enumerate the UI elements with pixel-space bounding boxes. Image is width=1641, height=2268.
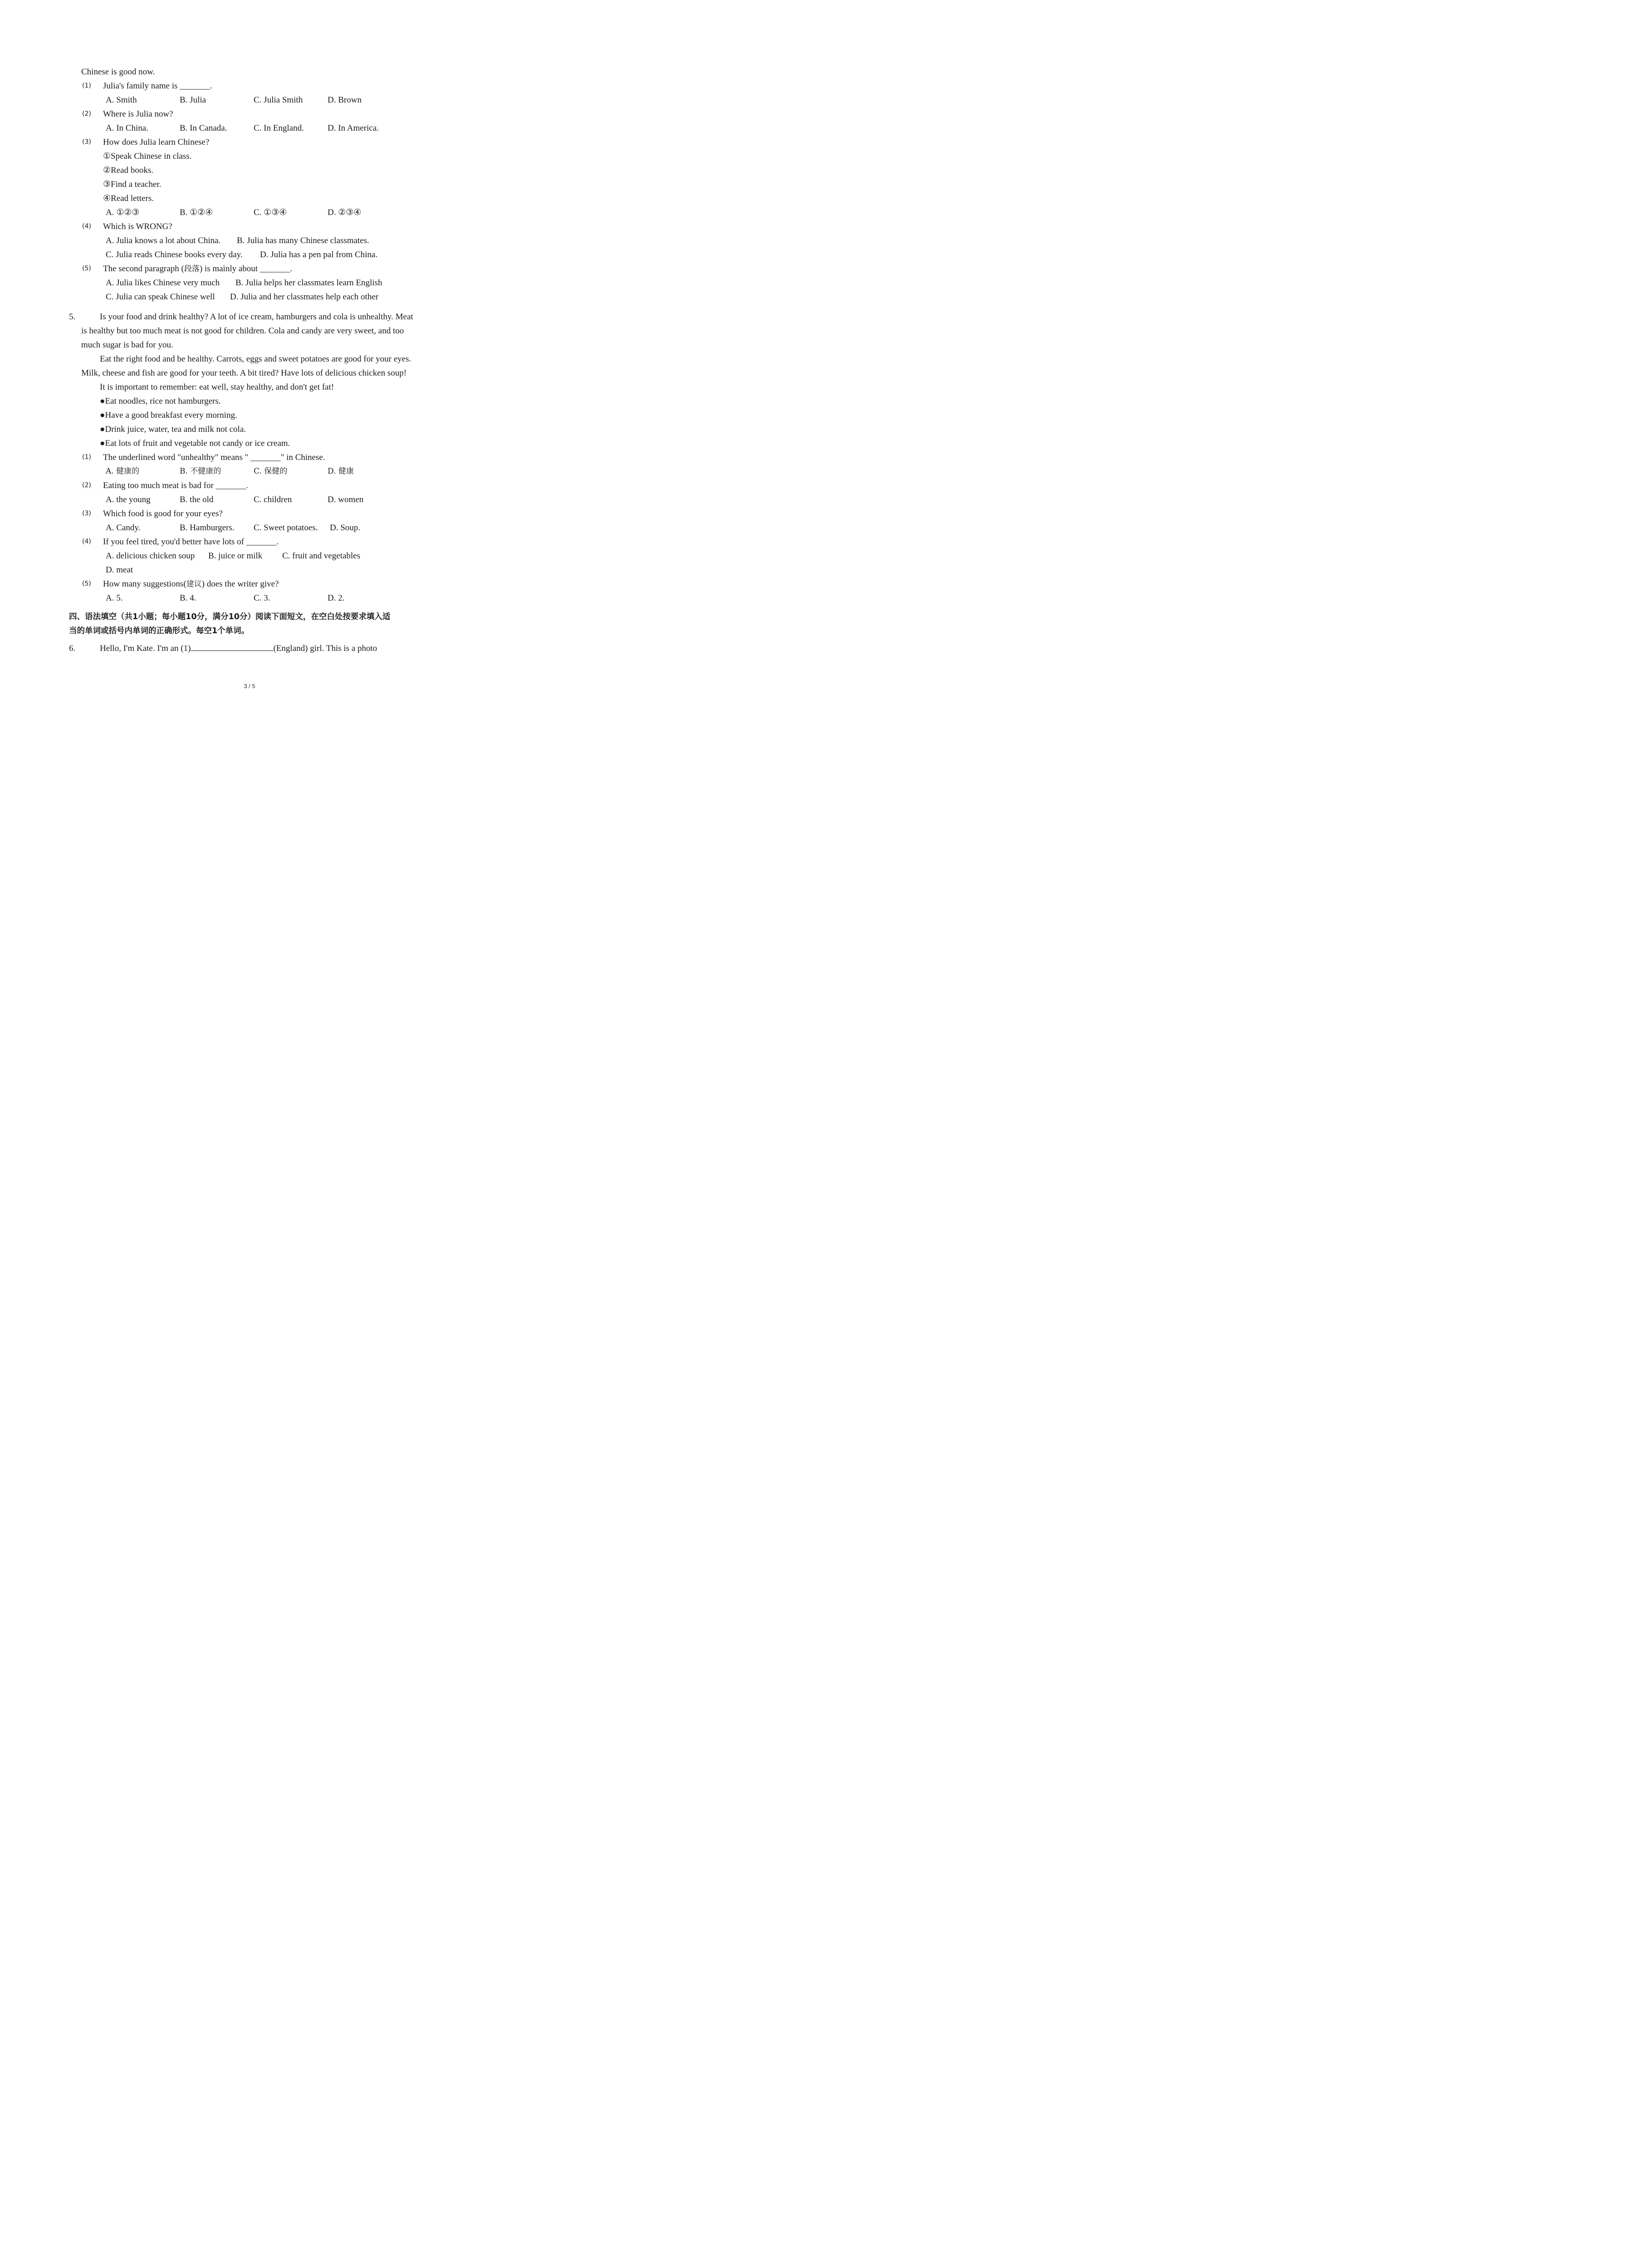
q5-sub1-number: (1): [82, 454, 91, 461]
q5-sub5-option-d: D. 2.: [328, 593, 345, 603]
q5-sub2-option-d: D. women: [328, 495, 364, 504]
q5-para1-line2: is healthy but too much meat is not good for children. Cola and candy are very sweet, and too: [81, 326, 404, 336]
q5-para1-line1: Is your food and drink healthy? A lot of ice cream, hamburgers and cola is unhealthy. Meat: [100, 312, 413, 322]
q4-sub4-question: Which is WRONG?: [103, 222, 172, 231]
q4-sub1-option-d: D. Brown: [328, 95, 362, 105]
section-4-heading-line1: 四、语法填空（共1小题；每小题10分，满分10分）阅读下面短文，在空白处按要求填入适: [69, 612, 391, 621]
q4-sub3-item-3: ③Find a teacher.: [103, 180, 162, 189]
q4-sub4-number: (4): [82, 223, 91, 230]
q5-sub5-option-c: C. 3.: [254, 593, 270, 603]
q6-text: Hello, I'm Kate. I'm an (1) (England) girl. This is a photo: [100, 641, 377, 655]
q4-sub3-option-d: D. ②③④: [328, 208, 362, 217]
q4-sub5-option-b: B. Julia helps her classmates learn English: [235, 278, 382, 288]
q4-sub2-question: Where is Julia now?: [103, 109, 173, 119]
q5-bullet-3: ●Drink juice, water, tea and milk not cola.: [100, 425, 246, 434]
q5-sub1-question: The underlined word "unhealthy" means " _______" in Chinese.: [103, 453, 325, 462]
q5-sub4-option-d: D. meat: [106, 565, 133, 575]
q4-sub2-option-b: B. In Canada.: [180, 123, 227, 133]
q4-sub3-question: How does Julia learn Chinese?: [103, 137, 210, 147]
q4-sub5-question: The second paragraph (段落) is mainly about _______.: [103, 264, 293, 274]
q5-sub4-option-b: B. juice or milk: [208, 551, 263, 561]
q5-sub4-number: (4): [82, 538, 91, 545]
q4-sub1-number: (1): [82, 82, 91, 89]
q5-sub4-question: If you feel tired, you'd better have lots of _______.: [103, 537, 279, 547]
q4-sub5-number: (5): [82, 265, 91, 272]
q5-sub2-question: Eating too much meat is bad for _______.: [103, 481, 248, 490]
q4-sub1-option-a: A. Smith: [106, 95, 137, 105]
q4-sub3-item-4: ④Read letters.: [103, 194, 154, 203]
q5-sub3-option-c: C. Sweet potatoes.: [254, 523, 318, 533]
q4-sub4-option-a: A. Julia knows a lot about China.: [106, 236, 221, 245]
q5-para2-line1: Eat the right food and be healthy. Carrots, eggs and sweet potatoes are good for your eyes.: [100, 354, 411, 364]
q4-sub4-option-d: D. Julia has a pen pal from China.: [260, 250, 378, 259]
q6-number: 6.: [69, 644, 76, 653]
q4-sub3-item-1: ①Speak Chinese in class.: [103, 152, 192, 161]
q5-sub3-number: (3): [82, 510, 91, 517]
q4-sub2-option-a: A. In China.: [106, 123, 148, 133]
q4-passage-tail: Chinese is good now.: [81, 67, 155, 77]
q5-bullet-1: ●Eat noodles, rice not hamburgers.: [100, 396, 221, 406]
q5-sub1-option-a: A. 健康的: [106, 467, 140, 476]
q5-bullet-4: ●Eat lots of fruit and vegetable not candy or ice cream.: [100, 439, 290, 448]
q5-sub1-option-c: C. 保健的: [254, 467, 288, 476]
q5-para2-line2: Milk, cheese and fish are good for your teeth. A bit tired? Have lots of delicious chicken soup!: [81, 368, 407, 378]
q5-number: 5.: [69, 312, 76, 322]
q5-sub2-option-b: B. the old: [180, 495, 214, 504]
q5-para1-line3: much sugar is bad for you.: [81, 340, 173, 350]
q5-sub3-option-a: A. Candy.: [106, 523, 141, 533]
q4-sub2-option-c: C. In England.: [254, 123, 304, 133]
q4-sub3-option-a: A. ①②③: [106, 208, 140, 217]
q4-sub3-item-2: ②Read books.: [103, 166, 153, 175]
q4-sub1-question: Julia's family name is _______.: [103, 81, 212, 91]
q5-sub4-option-c: C. fruit and vegetables: [282, 551, 361, 561]
q5-sub3-question: Which food is good for your eyes?: [103, 509, 223, 518]
q4-sub5-option-a: A. Julia likes Chinese very much: [106, 278, 220, 288]
q5-sub3-option-b: B. Hamburgers.: [180, 523, 235, 533]
q4-sub2-option-d: D. In America.: [328, 123, 379, 133]
section-4-heading-line2: 当的单词或括号内单词的正确形式。每空1个单词。: [69, 626, 250, 635]
page-number: 3 / 5: [244, 683, 255, 689]
q5-sub2-option-a: A. the young: [106, 495, 151, 504]
exam-page: [0, 0, 499, 706]
q5-sub2-number: (2): [82, 482, 91, 489]
q5-sub5-number: (5): [82, 580, 91, 587]
q4-sub1-option-b: B. Julia: [180, 95, 206, 105]
q4-sub3-option-b: B. ①②④: [180, 208, 213, 217]
q5-sub1-option-b: B. 不健康的: [180, 467, 221, 476]
q4-sub5-option-c: C. Julia can speak Chinese well: [106, 292, 215, 302]
q6-blank-1[interactable]: [191, 641, 273, 651]
q4-sub1-option-c: C. Julia Smith: [254, 95, 303, 105]
q5-sub3-option-d: D. Soup.: [330, 523, 361, 533]
q4-sub4-option-c: C. Julia reads Chinese books every day.: [106, 250, 243, 259]
q4-sub2-number: (2): [82, 110, 91, 117]
q5-sub4-option-a: A. delicious chicken soup: [106, 551, 195, 561]
q5-para3: It is important to remember: eat well, stay healthy, and don't get fat!: [100, 382, 334, 392]
q4-sub3-number: (3): [82, 138, 91, 146]
q5-sub2-option-c: C. children: [254, 495, 292, 504]
q4-sub5-option-d: D. Julia and her classmates help each other: [230, 292, 379, 302]
q5-sub5-option-b: B. 4.: [180, 593, 196, 603]
q5-sub5-option-a: A. 5.: [106, 593, 123, 603]
q5-bullet-2: ●Have a good breakfast every morning.: [100, 411, 237, 420]
q4-sub4-option-b: B. Julia has many Chinese classmates.: [237, 236, 369, 245]
q5-sub5-question: How many suggestions(建议) does the writer give?: [103, 579, 279, 589]
q4-sub3-option-c: C. ①③④: [254, 208, 287, 217]
q5-sub1-option-d: D. 健康: [328, 467, 354, 476]
